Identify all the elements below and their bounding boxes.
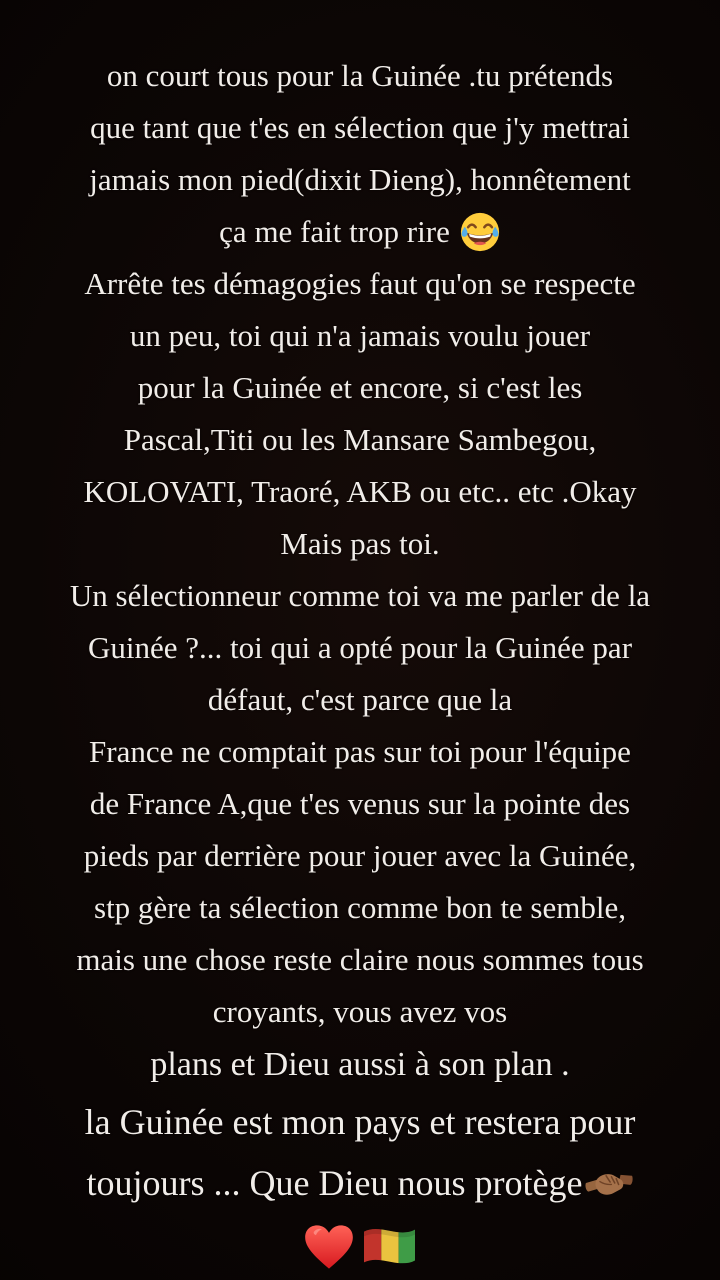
line-text: jamais mon pied(dixit Dieng), honnêtement — [89, 162, 631, 197]
story-text-line — [0, 102, 720, 154]
line-text: Mais pas toi. — [280, 526, 440, 561]
story-text-line — [0, 1153, 720, 1214]
line-text: Un sélectionneur comme toi va me parler de la — [69, 578, 651, 613]
line-text: on court tous pour la Guinée .tu prétends — [106, 58, 614, 93]
line-text: pieds par derrière pour jouer avec la Guinée, — [83, 838, 637, 873]
line-text: Arrête tes démagogies faut qu'on se respecte — [84, 266, 636, 301]
story-text-line — [0, 414, 720, 466]
line-text: la Guinée est mon pays et restera pour — [84, 1102, 636, 1142]
story-text-line — [0, 726, 720, 778]
emoji-row — [0, 1221, 720, 1273]
story-text-line — [0, 986, 720, 1038]
line-text: Pascal,Titi ou les Mansare Sambegou, — [123, 422, 597, 457]
line-text: ça me fait trop rire — [219, 214, 450, 249]
handshake-emoji-icon — [585, 1166, 633, 1200]
story-text-line — [0, 1038, 720, 1092]
red-heart-emoji-icon — [303, 1223, 355, 1271]
line-text: pour la Guinée et encore, si c'est les — [137, 370, 583, 405]
story-text-line — [0, 466, 720, 518]
line-text: croyants, vous avez vos — [212, 994, 508, 1029]
line-text: KOLOVATI, Traoré, AKB ou etc.. etc .Okay — [83, 474, 637, 509]
line-text: que tant que t'es en sélection que j'y mettrai — [90, 110, 630, 145]
story-text-line — [0, 50, 720, 102]
story-text-line — [0, 570, 720, 622]
story-text-line — [0, 362, 720, 414]
guinea-flag-emoji-icon — [360, 1221, 418, 1273]
story-text-line — [0, 154, 720, 206]
joy-emoji-icon — [459, 211, 501, 253]
story-text-line — [0, 310, 720, 362]
story-text-line — [0, 622, 720, 674]
line-text: mais une chose reste claire nous sommes tous — [76, 942, 644, 977]
line-text: Guinée ?... toi qui a opté pour la Guinée par — [87, 630, 633, 665]
line-text: un peu, toi qui n'a jamais voulu jouer — [129, 318, 591, 353]
line-text: toujours ... Que Dieu nous protège — [86, 1163, 583, 1203]
line-text: France ne comptait pas sur toi pour l'équipe — [89, 734, 631, 769]
line-text: de France A,que t'es venus sur la pointe des — [89, 786, 631, 821]
story-text-line — [0, 882, 720, 934]
story-text-line — [0, 674, 720, 726]
story-text-line — [0, 1092, 720, 1153]
line-text: défaut, c'est parce que la — [207, 682, 513, 717]
story-text-line — [0, 934, 720, 986]
story-text-line — [0, 258, 720, 310]
line-text: stp gère ta sélection comme bon te semble, — [94, 890, 626, 925]
story-text-line — [0, 518, 720, 570]
story-text-line — [0, 830, 720, 882]
story-text-line — [0, 778, 720, 830]
line-text: plans et Dieu aussi à son plan . — [150, 1046, 570, 1083]
story-text-line — [0, 206, 720, 258]
